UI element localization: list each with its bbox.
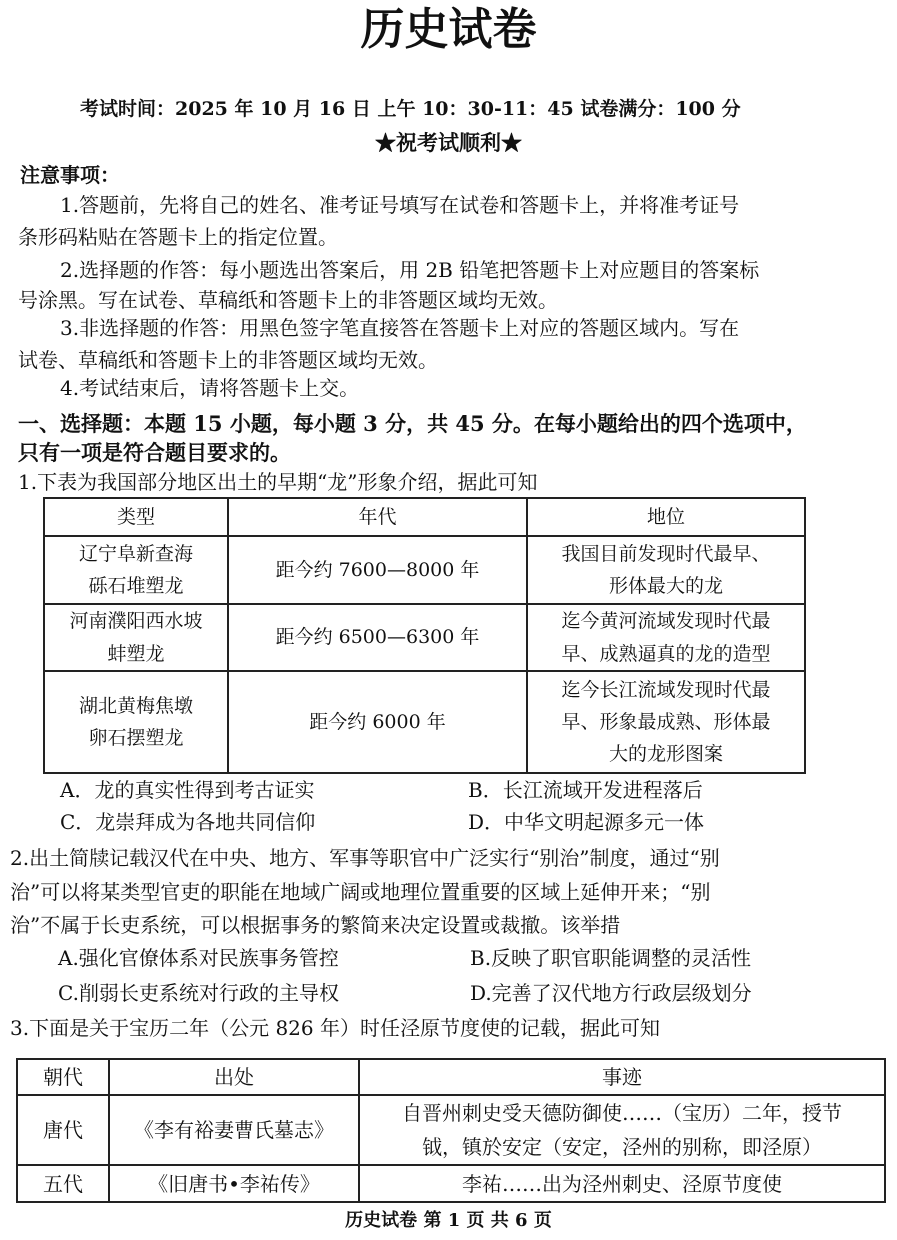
section-heading-line2: 只有一项是符合题目要求的。 (18, 440, 291, 465)
q1-cell: 距今约 6500—6300 年 (228, 604, 527, 671)
page-footer: 历史试卷 第 1 页 共 6 页 (345, 1210, 552, 1231)
q3-cell: 自晋州刺史受天德防御使……（宝历）二年，授节 钺，镇於安定（安定，泾州的别称，即泾原） (359, 1095, 885, 1165)
table-row (44, 671, 805, 773)
q3-header: 事迹 (359, 1059, 885, 1095)
notes-line: 3.非选择题的作答：用黑色签字笔直接答在答题卡上对应的答题区域内。写在 (60, 316, 740, 340)
table-row (44, 604, 805, 671)
q2-stem-line: 治”不属于长吏系统，可以根据事务的繁简来决定设置或裁撤。该举措 (10, 913, 621, 937)
q3-cell: 五代 (17, 1165, 109, 1202)
q2-option-a[interactable]: A.强化官僚体系对民族事务管控 (58, 946, 339, 970)
table-row (44, 536, 805, 604)
q1-header: 地位 (527, 498, 805, 536)
q3-cell: 《李有裕妻曹氏墓志》 (109, 1095, 359, 1165)
q2-stem-line: 治”可以将某类型官吏的职能在地域广阔或地理位置重要的区域上延伸开来；“别 (10, 880, 711, 904)
q3-cell: 李祐……出为泾州刺史、泾原节度使 (359, 1165, 885, 1202)
q3-header: 朝代 (17, 1059, 109, 1095)
q2-stem-line: 2.出土简牍记载汉代在中央、地方、军事等职官中广泛实行“别治”制度，通过“别 (10, 846, 720, 870)
q3-cell: 《旧唐书•李祐传》 (109, 1165, 359, 1202)
notes-heading: 注意事项： (20, 163, 120, 187)
notes-line: 1.答题前，先将自己的姓名、准考证号填写在试卷和答题卡上，并将准考证号 (60, 193, 740, 217)
q2-option-d[interactable]: D.完善了汉代地方行政层级划分 (470, 981, 752, 1005)
notes-line: 2.选择题的作答：每小题选出答案后，用 2B 铅笔把答题卡上对应题目的答案标 (60, 258, 760, 282)
q1-table (43, 497, 806, 774)
section-heading-line1: 一、选择题：本题 15 小题，每小题 3 分，共 45 分。在每小题给出的四个选项中， (18, 411, 807, 436)
q1-cell: 我国目前发现时代最早、 形体最大的龙 (527, 536, 805, 604)
q1-option-b[interactable]: B．长江流域开发进程落后 (468, 778, 703, 802)
page-title: 历史试卷 (360, 4, 537, 55)
notes-line: 号涂黑。写在试卷、草稿纸和答题卡上的非答题区域均无效。 (18, 288, 558, 312)
q1-header: 类型 (44, 498, 228, 536)
q1-option-c[interactable]: C．龙崇拜成为各地共同信仰 (60, 810, 316, 834)
q3-header: 出处 (109, 1059, 359, 1095)
q1-stem: 1.下表为我国部分地区出土的早期“龙”形象介绍，据此可知 (18, 470, 538, 494)
q1-cell: 距今约 7600—8000 年 (228, 536, 527, 604)
notes-line: 4.考试结束后，请将答题卡上交。 (60, 376, 360, 400)
q1-cell: 辽宁阜新查海 砾石堆塑龙 (44, 536, 228, 604)
q1-cell: 迄今黄河流域发现时代最 早、成熟逼真的龙的造型 (527, 604, 805, 671)
q2-option-b[interactable]: B.反映了职官职能调整的灵活性 (470, 946, 752, 970)
q1-cell: 距今约 6000 年 (228, 671, 527, 773)
blessing: ★祝考试顺利★ (375, 130, 522, 155)
q1-option-a[interactable]: A．龙的真实性得到考古证实 (60, 778, 315, 802)
table-row (17, 1165, 885, 1202)
q1-cell: 迄今长江流域发现时代最 早、形象最成熟、形体最 大的龙形图案 (527, 671, 805, 773)
q3-stem: 3.下面是关于宝历二年（公元 826 年）时任泾原节度使的记载，据此可知 (10, 1016, 660, 1040)
q1-option-d[interactable]: D．中华文明起源多元一体 (468, 810, 705, 834)
notes-line: 试卷、草稿纸和答题卡上的非答题区域均无效。 (18, 348, 438, 372)
table-row (17, 1095, 885, 1165)
exam-info: 考试时间：2025 年 10 月 16 日 上午 10：30-11：45 试卷满分：100 分 (80, 98, 741, 120)
q3-table (16, 1058, 886, 1203)
q2-option-c[interactable]: C.削弱长吏系统对行政的主导权 (58, 981, 339, 1005)
q3-cell: 唐代 (17, 1095, 109, 1165)
q1-cell: 河南濮阳西水坡 蚌塑龙 (44, 604, 228, 671)
notes-line: 条形码粘贴在答题卡上的指定位置。 (18, 225, 338, 249)
q1-cell: 湖北黄梅焦墩 卵石摆塑龙 (44, 671, 228, 773)
q1-header: 年代 (228, 498, 527, 536)
